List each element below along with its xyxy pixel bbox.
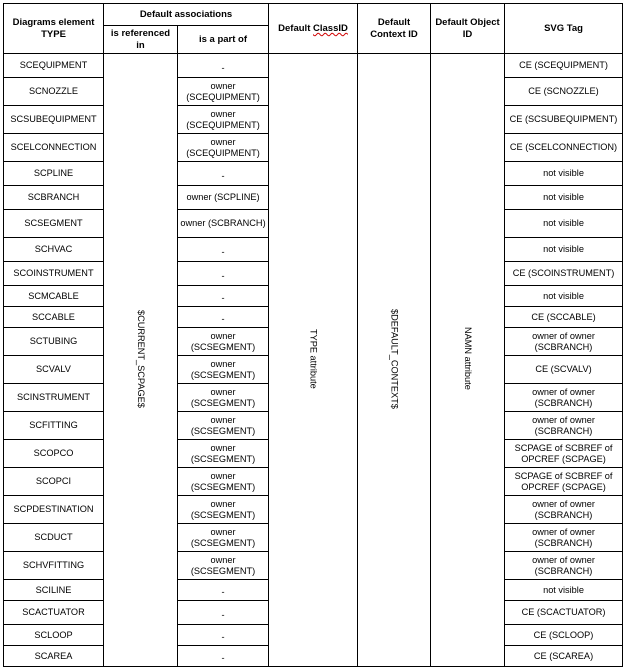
cell-part-of [178, 262, 269, 286]
merged-ref-in [104, 54, 178, 667]
cell-svg-tag: CE (SCSUBEQUIPMENT) [505, 106, 623, 134]
cell-part-of: owner (SCSEGMENT) [178, 496, 269, 524]
cell-svg-tag: CE (SCAREA) [505, 646, 623, 667]
cell-type: SCHVAC [4, 238, 104, 262]
header-class-prefix: Default [278, 22, 313, 34]
cell-part-of-text: - [221, 587, 225, 598]
merged-object-text: NAMN attribute [462, 327, 473, 390]
cell-type: SCCABLE [4, 307, 104, 328]
cell-type: SCNOZZLE [4, 78, 104, 106]
cell-type: SCOPCI [4, 468, 104, 496]
header-referenced-in: is referenced in [104, 26, 178, 54]
cell-type: SCHVFITTING [4, 552, 104, 580]
header-object-id: Default Object ID [431, 4, 505, 54]
cell-part-of-text: - [221, 270, 225, 281]
cell-type: SCOPCO [4, 440, 104, 468]
cell-type: SCVALV [4, 356, 104, 384]
merged-context-text: $DEFAULT_CONTEXT$ [389, 308, 400, 409]
cell-svg-tag: CE (SCACTUATOR) [505, 601, 623, 625]
table-body [4, 54, 623, 667]
cell-type: SCOINSTRUMENT [4, 262, 104, 286]
cell-svg-tag: CE (SCEQUIPMENT) [505, 54, 623, 78]
cell-type: SCSEGMENT [4, 210, 104, 238]
cell-svg-tag: owner of owner (SCBRANCH) [505, 328, 623, 356]
cell-type: SCELCONNECTION [4, 134, 104, 162]
cell-type: SCLOOP [4, 625, 104, 646]
cell-type: SCSUBEQUIPMENT [4, 106, 104, 134]
cell-svg-tag: not visible [505, 286, 623, 307]
cell-part-of: owner (SCSEGMENT) [178, 356, 269, 384]
cell-svg-tag: owner of owner (SCBRANCH) [505, 552, 623, 580]
cell-part-of: owner (SCEQUIPMENT) [178, 134, 269, 162]
header-default-associations: Default associations [104, 4, 269, 26]
cell-part-of-text: - [221, 609, 225, 620]
cell-type: SCEQUIPMENT [4, 54, 104, 78]
merged-context [358, 54, 431, 667]
cell-part-of [178, 625, 269, 646]
cell-svg-tag: not visible [505, 162, 623, 186]
cell-svg-tag: CE (SCOINSTRUMENT) [505, 262, 623, 286]
header-type: Diagrams element TYPE [4, 4, 104, 54]
cell-svg-tag: SCPAGE of SCBREF of OPCREF (SCPAGE) [505, 440, 623, 468]
merged-class-id [269, 54, 358, 667]
table-row [4, 54, 623, 78]
cell-part-of-text: - [221, 653, 225, 664]
header-part-of: is a part of [178, 26, 269, 54]
cell-part-of-text: - [221, 246, 225, 257]
cell-part-of: owner (SCBRANCH) [178, 210, 269, 238]
cell-svg-tag: owner of owner (SCBRANCH) [505, 412, 623, 440]
cell-svg-tag: CE (SCCABLE) [505, 307, 623, 328]
header-class-word: ClassID [313, 22, 348, 34]
cell-part-of: owner (SCSEGMENT) [178, 412, 269, 440]
cell-type: SCINSTRUMENT [4, 384, 104, 412]
cell-part-of-text: - [221, 62, 225, 73]
cell-part-of: owner (SCSEGMENT) [178, 328, 269, 356]
associations-table [3, 3, 623, 667]
cell-svg-tag: not visible [505, 238, 623, 262]
header-context-id: Default Context ID [358, 4, 431, 54]
cell-type: SCAREA [4, 646, 104, 667]
cell-svg-tag: not visible [505, 580, 623, 601]
cell-part-of: owner (SCPLINE) [178, 186, 269, 210]
cell-svg-tag: owner of owner (SCBRANCH) [505, 496, 623, 524]
merged-object [431, 54, 505, 667]
cell-type: SCBRANCH [4, 186, 104, 210]
cell-type: SCACTUATOR [4, 601, 104, 625]
cell-svg-tag: not visible [505, 210, 623, 238]
cell-svg-tag: not visible [505, 186, 623, 210]
cell-part-of: owner (SCSEGMENT) [178, 468, 269, 496]
cell-svg-tag: SCPAGE of SCBREF of OPCREF (SCPAGE) [505, 468, 623, 496]
cell-svg-tag: CE (SCELCONNECTION) [505, 134, 623, 162]
cell-part-of: owner (SCSEGMENT) [178, 524, 269, 552]
cell-part-of: owner (SCSEGMENT) [178, 440, 269, 468]
cell-type: SCDUCT [4, 524, 104, 552]
cell-type: SCFITTING [4, 412, 104, 440]
cell-part-of: owner (SCSEGMENT) [178, 384, 269, 412]
cell-part-of [178, 286, 269, 307]
cell-type: SCMCABLE [4, 286, 104, 307]
cell-svg-tag: owner of owner (SCBRANCH) [505, 384, 623, 412]
cell-part-of [178, 238, 269, 262]
cell-part-of-text: - [221, 632, 225, 643]
cell-part-of-text: - [221, 314, 225, 325]
merged-ref-in-text: $CURRENT_SCPAGE$ [135, 309, 146, 408]
cell-type: SCTUBING [4, 328, 104, 356]
header-svg-tag: SVG Tag [505, 4, 623, 54]
header-class-id [269, 4, 358, 54]
cell-svg-tag: CE (SCLOOP) [505, 625, 623, 646]
cell-part-of [178, 162, 269, 186]
cell-svg-tag: CE (SCNOZZLE) [505, 78, 623, 106]
cell-svg-tag: owner of owner (SCBRANCH) [505, 524, 623, 552]
cell-part-of: owner (SCEQUIPMENT) [178, 78, 269, 106]
cell-svg-tag: CE (SCVALV) [505, 356, 623, 384]
cell-part-of: owner (SCSEGMENT) [178, 552, 269, 580]
cell-part-of [178, 307, 269, 328]
cell-part-of-text: - [221, 170, 225, 181]
cell-type: SCPDESTINATION [4, 496, 104, 524]
cell-part-of [178, 580, 269, 601]
cell-part-of: owner (SCEQUIPMENT) [178, 106, 269, 134]
cell-type: SCILINE [4, 580, 104, 601]
cell-part-of [178, 601, 269, 625]
cell-part-of [178, 54, 269, 78]
merged-class-id-text: TYPE attribute [308, 328, 319, 389]
cell-part-of-text: - [221, 293, 225, 304]
cell-type: SCPLINE [4, 162, 104, 186]
